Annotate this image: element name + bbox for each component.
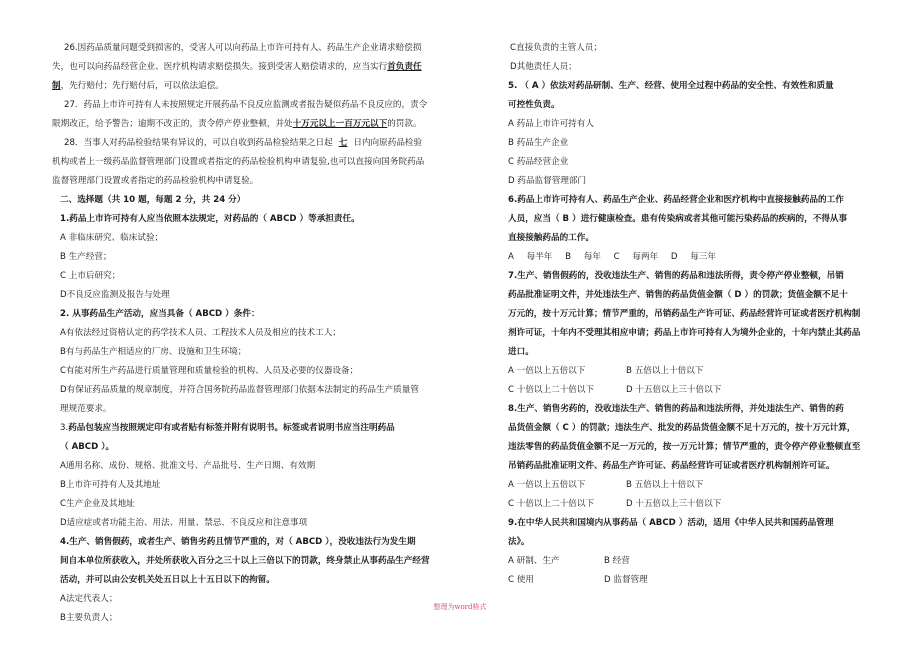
- c7-line5: 进口。: [508, 347, 534, 357]
- c1-option-c: C 上市后研究；: [60, 271, 121, 281]
- q26-answer: 首负责任: [387, 62, 422, 72]
- c7-option-b: B 五倍以上十倍以下: [626, 366, 704, 376]
- q27-text-end: 的罚款。: [387, 119, 422, 129]
- c7-line3: 万元的，按十万元计算；情节严重的，吊销药品生产许可证、药品经营许可证或者医疗机构制: [508, 309, 861, 319]
- c9-option-c: C 使用: [508, 575, 534, 585]
- q28-line3: 监督管理部门设置或者指定的药品检验机构申请复验。: [52, 176, 259, 186]
- q26-line2: [52, 62, 422, 73]
- q26-line1: 26.因药品质量问题受到损害的，受害人可以向药品上市许可持有人、药品生产企业请求赔偿损: [64, 43, 422, 53]
- q27-answer: 十万元以上一百万元以下: [292, 119, 388, 129]
- c8-line2: 品货值金额（ C ）的罚款；违法生产、批发的药品货值金额不足十万元的，按十万元计算，: [508, 423, 856, 433]
- c5-line1: 5. （ A ）依法对药品研制、生产、经营、使用全过程中药品的安全性、有效性和质量: [508, 81, 834, 91]
- q28-text: 28．当事人对药品检验结果有异议的，可以自收到药品检验结果之日起: [64, 138, 333, 148]
- c4-line2: 间自本单位所获收入，并处所获收入百分之三十以上三倍以下的罚款，终身禁止从事药品生产经营: [60, 556, 430, 566]
- c1-option-d: D不良反应监测及报告与处理: [60, 290, 170, 300]
- c3-stem-text: 药品包装应当按照规定印有或者贴有标签并附有说明书。标签或者说明书应当注明药品: [68, 423, 395, 433]
- c3-stem-line2: （ ABCD ）。: [60, 442, 115, 452]
- c7-line2: 药品批准证明文件，并处违法生产、销售的药品货值金额（ D ）的罚款；货值金额不足十: [508, 290, 848, 300]
- q27-line1: 27．药品上市许可持有人未按照规定开展药品不良反应监测或者报告疑似药品不良反应的，责令: [64, 100, 428, 110]
- c2-option-d-line1: D有保证药品质量的规章制度，并符合国务院药品监督管理部门依据本法制定的药品生产质量管: [60, 385, 419, 395]
- c9-option-b: B 经营: [604, 556, 630, 566]
- c1-option-b: B 生产经营；: [60, 252, 112, 262]
- q28-answer: 七: [338, 138, 348, 148]
- c1-option-a: A 非临床研究、临床试验；: [60, 233, 164, 243]
- c5-option-c: C 药品经营企业: [508, 157, 569, 167]
- c9-option-d: D 监督管理: [604, 575, 648, 585]
- q26-text-cont: ，先行赔付；先行赔付后，可以依法追偿。: [60, 81, 224, 91]
- c4-line1: 4.生产、销售假药，或者生产、销售劣药且情节严重的，对（ ABCD ），没收违法行为发生期: [60, 537, 416, 547]
- c3-option-c: C生产企业及其地址: [60, 499, 135, 509]
- c6-options: A 每半年 B 每年 C 每两年 D 每三年: [508, 252, 717, 262]
- c5-line2: 可控性负责。: [508, 100, 560, 110]
- c4-option-b: B主要负责人；: [60, 613, 118, 623]
- c9-line2: 法》。: [508, 537, 530, 547]
- c5-option-d: D 药品监督管理部门: [508, 176, 587, 186]
- c2-option-a: A有依法经过资格认定的药学技术人员、工程技术人员及相应的技术工人；: [60, 328, 341, 338]
- c6-line3: 直接接触药品的工作。: [508, 233, 594, 243]
- c8-option-d: D 十五倍以上三十倍以下: [626, 499, 722, 509]
- q27-text: 限期改正，给予警告；逾期不改正的，责令停产停业整顿，并处: [52, 119, 293, 129]
- c8-option-a: A 一倍以上五倍以下: [508, 480, 586, 490]
- c2-stem: 2. 从事药品生产活动，应当具备（ ABCD ）条件：: [60, 309, 260, 319]
- c8-option-b: B 五倍以上十倍以下: [626, 480, 704, 490]
- c4-option-a: A法定代表人；: [60, 594, 118, 604]
- c9-option-a: A 研制、生产: [508, 556, 560, 566]
- footer-watermark: 整理为word格式: [433, 603, 487, 611]
- c7-line4: 剂许可证，十年内不受理其相应申请；药品上市许可持有人为境外企业的，十年内禁止其药品: [508, 328, 861, 338]
- c7-option-a: A 一倍以上五倍以下: [508, 366, 586, 376]
- c2-option-d-line2: 理规范要求。: [60, 404, 112, 414]
- c6-line2: 人员，应当（ B ）进行健康检查。患有传染病或者其他可能污染药品的疾病的，不得从事: [508, 214, 848, 224]
- c6-line1: 6.药品上市许可持有人、药品生产企业、药品经营企业和医疗机构中直接接触药品的工作: [508, 195, 844, 205]
- c3-number: 3.: [60, 423, 69, 433]
- q26-text: 失，也可以向药品经营企业、医疗机构请求赔偿损失。接到受害人赔偿请求的，应当实行: [52, 62, 388, 72]
- c8-line4: 吊销药品批准证明文件、药品生产许可证、药品经营许可证或者医疗机构制剂许可证。: [508, 461, 835, 471]
- c1-stem: 1.药品上市许可持有人应当依照本法规定，对药品的（ ABCD ）等承担责任。: [60, 214, 360, 224]
- c3-option-d: D适应症或者功能主治、用法、用量、禁忌、不良反应和注意事项: [60, 518, 308, 528]
- q28-text-end: 日内向原药品检验: [353, 138, 423, 148]
- c7-option-d: D 十五倍以上三十倍以下: [626, 385, 722, 395]
- c4-option-c: C直接负责的主管人员；: [510, 43, 602, 53]
- q27-line2: [52, 119, 422, 130]
- c3-option-b: B上市许可持有人及其地址: [60, 480, 161, 490]
- c3-option-a: A通用名称、成份、规格、批准文号、产品批号、生产日期、有效期: [60, 461, 316, 471]
- c7-line1: 7.生产、销售假药的，没收违法生产、销售的药品和违法所得，责令停产停业整顿，吊销: [508, 271, 844, 281]
- c2-option-b: B有与药品生产相适应的厂房、设施和卫生环境；: [60, 347, 247, 357]
- section-heading-choice: 二、选择题（共 10 题，每题 2 分，共 24 分）: [60, 195, 246, 205]
- q28-line2: 机构或者上一级药品监督管理部门设置或者指定的药品检验机构申请复验,也可以直接向国务院药品: [52, 157, 425, 167]
- c4-line3: 活动，并可以由公安机关处五日以上十五日以下的拘留。: [60, 575, 275, 585]
- c9-line1: 9.在中华人民共和国境内从事药品（ ABCD ）活动，适用《中华人民共和国药品管理: [508, 518, 834, 528]
- c8-line3: 违法零售的药品货值金额不足一万元的，按一万元计算；情节严重的，责令停产停业整顿直至: [508, 442, 861, 452]
- c8-line1: 8.生产、销售劣药的，没收违法生产、销售的药品和违法所得，并处违法生产、销售的药: [508, 404, 844, 414]
- c4-option-d: D其他责任人员；: [510, 62, 577, 72]
- q26-answer-cont: 制: [52, 81, 61, 91]
- c3-stem-line1: [60, 423, 395, 434]
- c5-option-b: B 药品生产企业: [508, 138, 569, 148]
- c8-option-c: C 十倍以上二十倍以下: [508, 499, 595, 509]
- c2-option-c: C有能对所生产药品进行质量管理和质量检验的机构、人员及必要的仪器设备；: [60, 366, 359, 376]
- q28-line1: [64, 138, 422, 149]
- c5-option-a: A 药品上市许可持有人: [508, 119, 594, 129]
- c7-option-c: C 十倍以上二十倍以下: [508, 385, 595, 395]
- q26-line3: [52, 81, 224, 92]
